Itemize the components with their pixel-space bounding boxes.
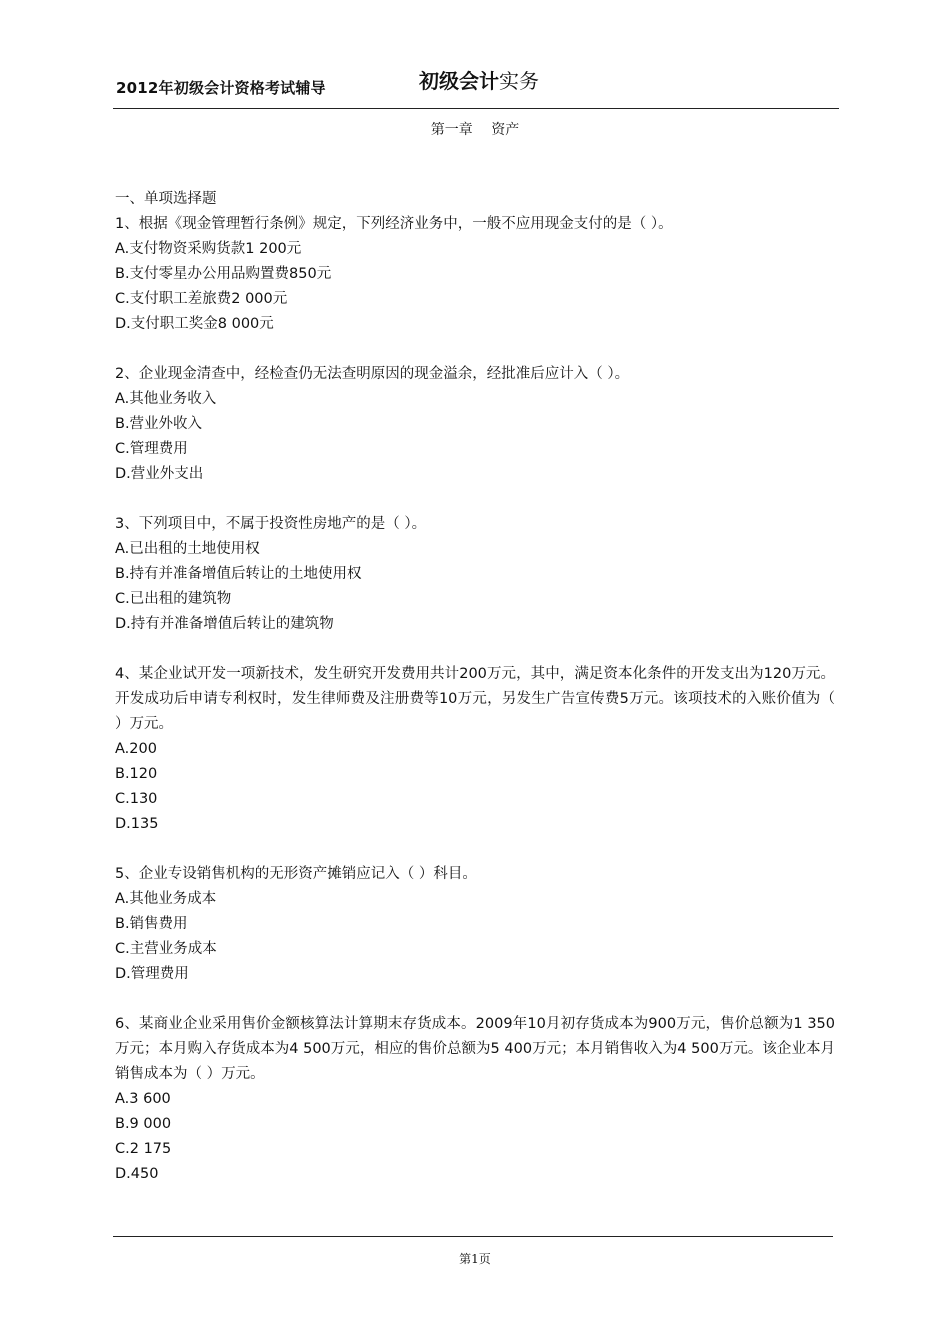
question-text: 2、企业现金清查中，经检查仍无法查明原因的现金溢余，经批准后应计入（ ）。 xyxy=(115,366,630,382)
header-subject-bold: 初级会计 xyxy=(419,69,499,93)
option-b: B.120 xyxy=(115,766,158,782)
option-a: A.支付物资采购货款1 200元 xyxy=(115,241,302,257)
option-a: A.已出租的土地使用权 xyxy=(115,541,260,557)
option-d: D.支付职工奖金8 000元 xyxy=(115,316,274,332)
header-exam-title: 2012年初级会计资格考试辅导 xyxy=(116,79,326,97)
option-c: C.已出租的建筑物 xyxy=(115,591,232,607)
question-4 xyxy=(115,662,835,837)
option-d: D.450 xyxy=(115,1166,159,1182)
section-title: 一、单项选择题 xyxy=(115,191,217,207)
chapter-title: 第一章 资产 xyxy=(430,122,520,138)
option-b: B.营业外收入 xyxy=(115,416,203,432)
option-c: C.2 175 xyxy=(115,1141,172,1157)
question-text: 1、根据《现金管理暂行条例》规定，下列经济业务中，一般不应用现金支付的是（ ）。 xyxy=(115,216,673,232)
question-3 xyxy=(115,512,835,637)
option-b: B.9 000 xyxy=(115,1116,172,1132)
option-d: D.管理费用 xyxy=(115,966,189,982)
header-subject-title xyxy=(419,65,539,94)
option-c: C.管理费用 xyxy=(115,441,188,457)
question-text: 6、某商业企业采用售价金额核算法计算期末存货成本。2009年10月初存货成本为900万元，售价总额为1 350万元；本月购入存货成本为4 500万元，相应的售价总额为5 400万元；本月销售收入为4 500万元。该企业本月销售成本为（ ）万元。 xyxy=(115,1016,835,1082)
footer-rule xyxy=(113,1236,833,1237)
document-body xyxy=(115,187,835,1187)
option-d: D.135 xyxy=(115,816,159,832)
question-text: 5、企业专设销售机构的无形资产摊销应记入（ ）科目。 xyxy=(115,866,477,882)
question-text: 4、某企业试开发一项新技术，发生研究开发费用共计200万元，其中，满足资本化条件的开发支出为120万元。开发成功后申请专利权时，发生律师费及注册费等10万元，另发生广告宣传费5万元。该项技术的入账价值为（ ）万元。 xyxy=(115,666,835,732)
option-d: D.持有并准备增值后转让的建筑物 xyxy=(115,616,334,632)
question-1 xyxy=(115,212,835,337)
option-d: D.营业外支出 xyxy=(115,466,204,482)
option-a: A.200 xyxy=(115,741,157,757)
option-c: C.130 xyxy=(115,791,158,807)
option-c: C.主营业务成本 xyxy=(115,941,217,957)
option-b: B.支付零星办公用品购置费850元 xyxy=(115,266,332,282)
question-text: 3、下列项目中，不属于投资性房地产的是（ ）。 xyxy=(115,516,427,532)
header-subject-normal: 实务 xyxy=(499,69,539,93)
option-c: C.支付职工差旅费2 000元 xyxy=(115,291,288,307)
option-a: A.其他业务成本 xyxy=(115,891,217,907)
option-b: B.持有并准备增值后转让的土地使用权 xyxy=(115,566,362,582)
option-b: B.销售费用 xyxy=(115,916,188,932)
question-5 xyxy=(115,862,835,987)
option-a: A.3 600 xyxy=(115,1091,171,1107)
option-a: A.其他业务收入 xyxy=(115,391,217,407)
page-number: 第1页 xyxy=(459,1252,491,1266)
question-6 xyxy=(115,1012,835,1187)
question-2 xyxy=(115,362,835,487)
page-header xyxy=(113,60,839,109)
